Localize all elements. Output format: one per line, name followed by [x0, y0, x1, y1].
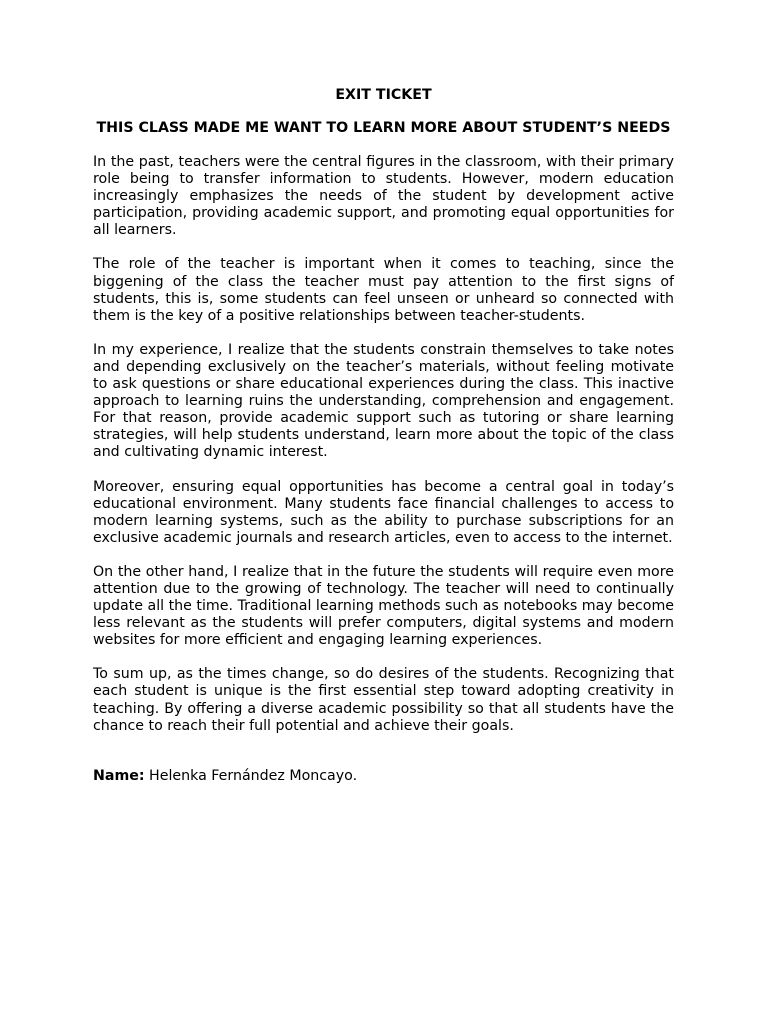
author-name: Helenka Fernández Moncayo.: [144, 767, 358, 784]
paragraph-5: On the other hand, I realize that in the future the students will require even more attention due to the growing of technology. The teacher will need to continually update all the time. Traditional learning methods such as notebooks may become less relevant as the students will prefer computers, digital systems and modern websites for more efficient and engaging learning experiences.: [93, 563, 674, 649]
paragraph-2: The role of the teacher is important when it comes to teaching, since the biggening of the class the teacher must pay attention to the first signs of students, this is, some students can feel unseen or unheard so connected with them is the key of a positive relationships between teacher-students.: [93, 256, 674, 324]
name-label: Name:: [93, 767, 145, 784]
document-page: [93, 86, 674, 785]
paragraph-3: In my experience, I realize that the students constrain themselves to take notes and depending exclusively on the teacher’s materials, without feeling motivate to ask questions or share educational experiences during the class. This inactive approach to learning ruins the understanding, comprehension and engagement. For that reason, provide academic support such as tutoring or share learning strategies, will help students understand, learn more about the topic of the class and cultivating dynamic interest.: [93, 341, 674, 461]
paragraph-6: To sum up, as the times change, so do desires of the students. Recognizing that each student is unique is the first essential step toward adopting creativity in teaching. By offering a diverse academic possibility so that all students have the chance to reach their full potential and achieve their goals.: [93, 666, 674, 734]
author-line: [93, 768, 674, 785]
paragraph-4: Moreover, ensuring equal opportunities has become a central goal in today’s educational environment. Many students face financial challenges to access to modern learning systems, such as the ability to purchase subscriptions for an exclusive academic journals and research articles, even to access to the internet.: [93, 478, 674, 546]
document-title: EXIT TICKET: [335, 87, 432, 103]
paragraph-1: In the past, teachers were the central figures in the classroom, with their primary role being to transfer information to students. However, modern education increasingly emphasizes the needs of the student by development active participation, providing academic support, and promoting equal opportunities for all learners.: [93, 154, 674, 239]
document-subtitle: THIS CLASS MADE ME WANT TO LEARN MORE ABOUT STUDENT’S NEEDS: [96, 120, 671, 136]
